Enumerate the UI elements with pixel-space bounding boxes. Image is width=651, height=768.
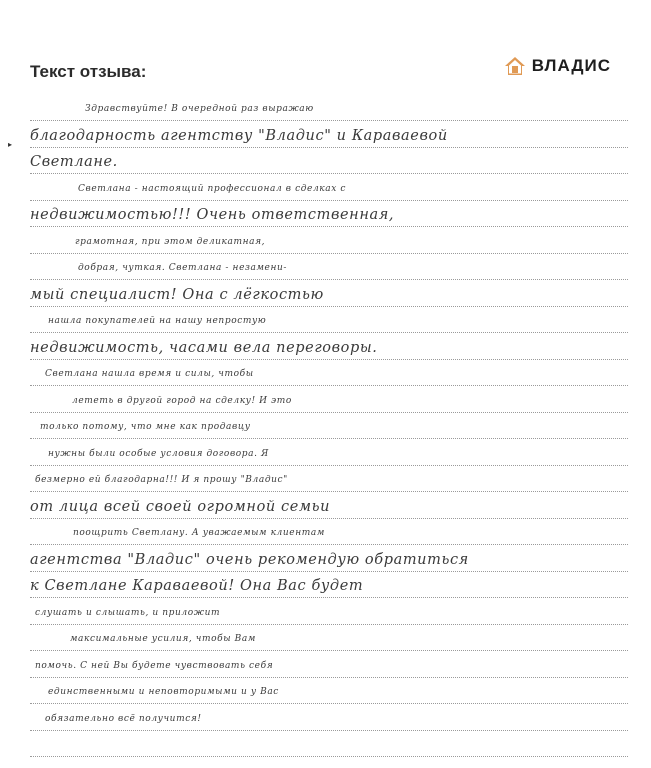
letter-line: Светлана нашла время и силы, чтобы [45, 369, 254, 379]
letter-line: агентства "Владис" очень рекомендую обратиться [30, 551, 469, 568]
ruled-line [30, 730, 628, 731]
ruled-line [30, 120, 628, 121]
letter-line: единственными и неповторимыми и у Вас [48, 687, 279, 697]
ruled-line [30, 226, 628, 227]
letter-line: максимальные усилия, чтобы Вам [70, 634, 256, 644]
brand-name: ВЛАДИС [531, 56, 611, 75]
letter-line: безмерно ей благодарна!!! И я прошу "Владис" [35, 475, 288, 485]
letter-line: лететь в другой город на сделку! И это [72, 395, 292, 406]
letter-line: Светлане. [30, 154, 118, 170]
letter-line: Светлана - настоящий профессионал в сделках с [78, 183, 346, 194]
ruled-line [30, 438, 628, 439]
ruled-line [30, 385, 628, 386]
letter-line: слушать и слышать, и приложит [35, 607, 221, 618]
ruled-line [30, 200, 628, 201]
ruled-line [30, 279, 628, 280]
letter-line: только потому, что мне как продавцу [40, 422, 251, 432]
letter-line: к Светлане Караваевой! Она Вас будет [30, 578, 364, 594]
ruled-line [30, 306, 628, 307]
letter-line: грамотная, при этом деликатная, [75, 236, 266, 247]
ruled-line [30, 359, 628, 360]
letter-line: помочь. С ней Вы будете чувствовать себя [35, 660, 274, 671]
brand-logo [504, 55, 611, 77]
letter-line: мый специалист! Она с лёгкостью [30, 286, 324, 303]
ruled-line [30, 544, 628, 545]
letter-line: от лица всей своей огромной семьи [30, 498, 331, 515]
ruled-line [30, 756, 628, 757]
ruled-line [30, 703, 628, 704]
ruled-line [30, 677, 628, 678]
house-logo-icon [504, 55, 526, 77]
letter-line: недвижимостью!!! Очень ответственная, [30, 207, 395, 223]
handwritten-review [30, 92, 628, 762]
letter-line: Здравствуйте! В очередной раз выражаю [85, 104, 314, 114]
ruled-line [30, 571, 628, 572]
ruled-line [30, 332, 628, 333]
letter-line: нашла покупателей на нашу непростую [48, 316, 267, 326]
ruled-line [30, 173, 628, 174]
ruled-line [30, 465, 628, 466]
ruled-line [30, 650, 628, 651]
letter-line: поощрить Светлану. А уважаемым клиентам [73, 528, 325, 538]
letter-line: обязательно всё получится! [45, 713, 202, 724]
letter-line: благодарность агентству "Владис" и Караваевой [30, 127, 448, 144]
ruled-line [30, 412, 628, 413]
ruled-line [30, 518, 628, 519]
letter-line: добрая, чуткая. Светлана - незамени- [78, 263, 288, 273]
letter-line: недвижимость, часами вела переговоры. [30, 339, 378, 356]
letter-line: нужны были особые условия договора. Я [48, 448, 269, 459]
page-title: Текст отзыва: [30, 62, 147, 81]
ruled-line [30, 491, 628, 492]
ruled-line [30, 147, 628, 148]
ruled-line [30, 253, 628, 254]
ruled-line [30, 624, 628, 625]
side-mark: ▸ [8, 140, 13, 149]
ruled-line [30, 597, 628, 598]
